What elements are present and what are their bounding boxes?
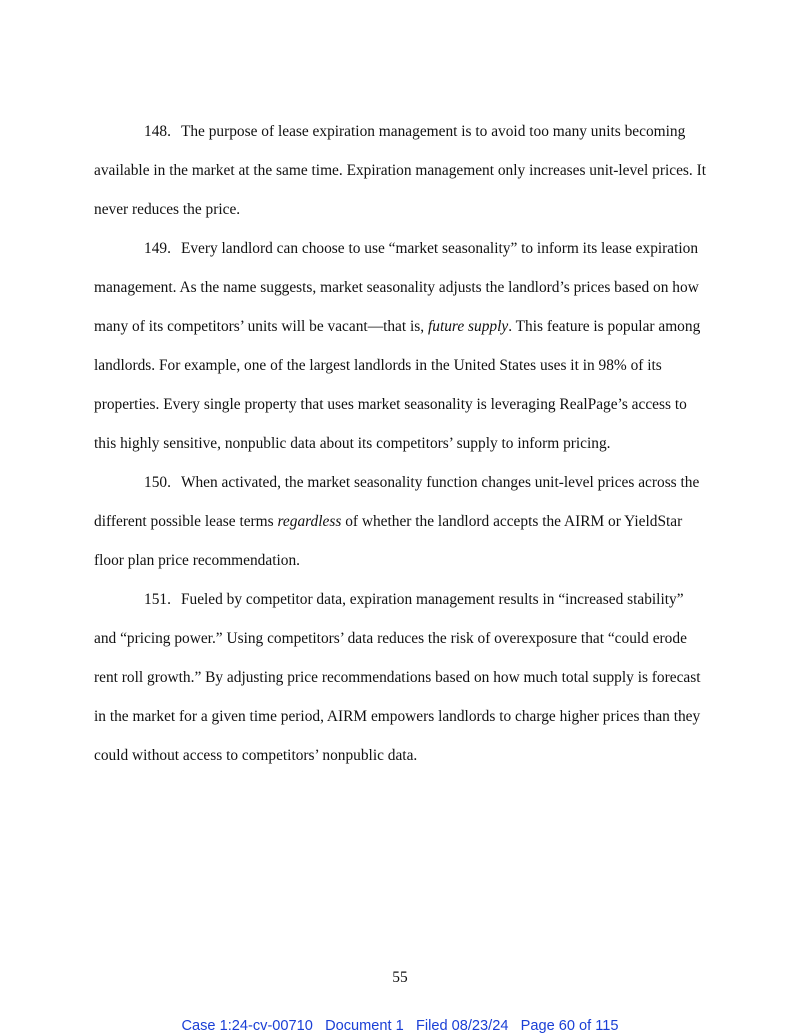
page-number: 55 <box>392 969 408 986</box>
paragraph-149 <box>94 229 706 463</box>
paragraph-151 <box>94 580 706 775</box>
paragraph-text: . This feature is popular among landlords. For example, one of the largest landlords in the United States uses it in 98% of its properties. Every single property that uses market seasonality is leveraging RealPage’s access to this highly sensitive, nonpublic data about its competitors’ supply to inform pricing. <box>94 318 701 452</box>
paragraph-text: of whether the landlord accepts the AIRM or YieldStar floor plan price recommendation. <box>94 513 683 569</box>
paragraph-number: 148. <box>144 123 171 140</box>
footer-filed-date: Filed 08/23/24 <box>415 1018 509 1034</box>
paragraph-text: Fueled by competitor data, expiration management results in “increased stability” and “pricing power.” Using competitors’ data reduces the risk of overexposure that “could erode rent roll growth.” By adjusting price recommendations based on how much total supply is forecast in the market for a given time period, AIRM empowers landlords to charge higher prices than they could without access to competitors’ nonpublic data. <box>94 591 701 764</box>
paragraph-number: 151. <box>144 591 171 608</box>
paragraph-text: The purpose of lease expiration management is to avoid too many units becoming available in the market at the same time. Expiration management only increases unit-level prices. It never reduces the price. <box>94 123 706 218</box>
document-body <box>94 112 706 775</box>
paragraph-text: When activated, the market seasonality function changes unit-level prices across the different possible lease terms <box>94 474 700 530</box>
paragraph-150 <box>94 463 706 580</box>
paragraph-number: 149. <box>144 240 171 257</box>
paragraph-number: 150. <box>144 474 171 491</box>
case-footer <box>0 1017 800 1035</box>
footer-case-number: Case 1:24-cv-00710 <box>181 1018 313 1034</box>
footer-page-count: Page 60 of 115 <box>520 1018 619 1034</box>
italic-emphasis: future supply <box>427 318 509 335</box>
footer-document: Document 1 <box>325 1018 404 1034</box>
paragraph-text: Every landlord can choose to use “market seasonality” to inform its lease expiration management. As the name suggests, market seasonality adjusts the landlord’s prices based on how many of its competitors’ units will be vacant—that is, <box>94 240 699 335</box>
paragraph-148 <box>94 112 706 229</box>
italic-emphasis: regardless <box>277 513 342 530</box>
